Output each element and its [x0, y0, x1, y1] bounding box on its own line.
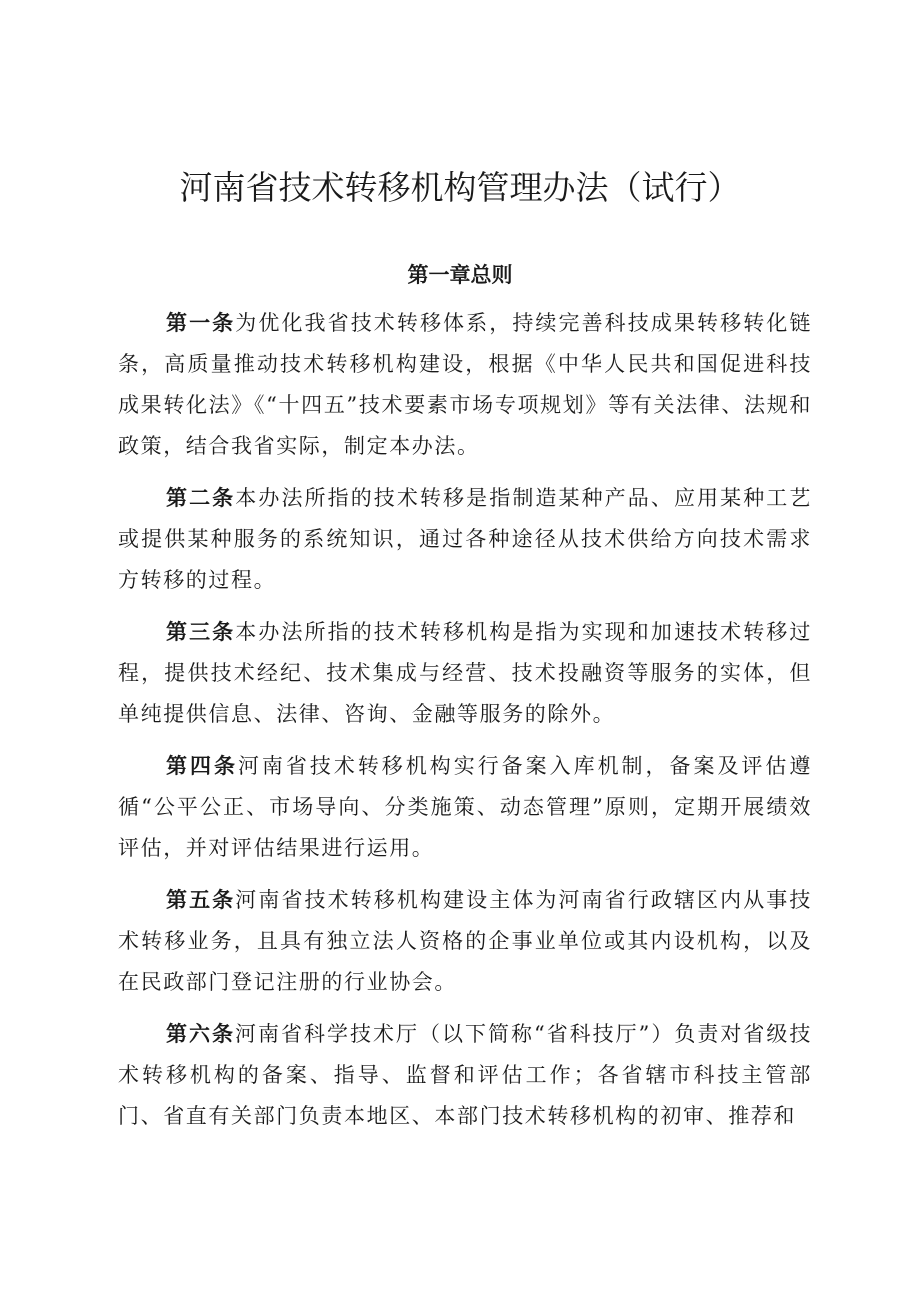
- chapter-heading: 第一章总则: [407, 262, 513, 287]
- article-label: 第二条: [166, 485, 236, 510]
- article-2: [118, 477, 812, 601]
- document-body: [118, 302, 812, 1147]
- document-title: 河南省技术转移机构管理办法（试行）: [179, 168, 741, 207]
- article-5: [118, 879, 812, 1003]
- article-3: [118, 611, 812, 735]
- article-1: [118, 302, 812, 467]
- article-text: 河南省技术转移机构建设主体为河南省行政辖区内从事技术转移业务，且具有独立法人资格的企事业单位或其内设机构，以及在民政部门登记注册的行业协会。: [118, 888, 812, 994]
- article-text: 本办法所指的技术转移是指制造某种产品、应用某种工艺或提供某种服务的系统知识，通过各种途径从技术供给方向技术需求方转移的过程。: [118, 486, 812, 592]
- article-6: [118, 1013, 812, 1137]
- article-label: 第一条: [166, 310, 236, 335]
- article-text: 河南省技术转移机构实行备案入库机制，备案及评估遵循“公平公正、市场导向、分类施策、动态管理”原则，定期开展绩效评估，并对评估结果进行运用。: [118, 754, 812, 860]
- article-text: 河南省科学技术厅（以下简称“省科技厅”）负责对省级技术转移机构的备案、指导、监督和评估工作；各省辖市科技主管部门、省直有关部门负责本地区、本部门技术转移机构的初审、推荐和: [118, 1022, 812, 1128]
- article-text: 为优化我省技术转移体系，持续完善科技成果转移转化链条，高质量推动技术转移机构建设，根据《中华人民共和国促进科技成果转化法》《“十四五”技术要素市场专项规划》等有关法律、法规和政策，结合我省实际，制定本办法。: [118, 311, 812, 458]
- article-text: 本办法所指的技术转移机构是指为实现和加速技术转移过程，提供技术经纪、技术集成与经营、技术投融资等服务的实体，但单纯提供信息、法律、咨询、金融等服务的除外。: [118, 620, 812, 726]
- article-4: [118, 745, 812, 869]
- article-label: 第三条: [166, 619, 236, 644]
- article-label: 第四条: [166, 753, 238, 778]
- article-label: 第五条: [166, 887, 236, 912]
- article-label: 第六条: [166, 1021, 235, 1046]
